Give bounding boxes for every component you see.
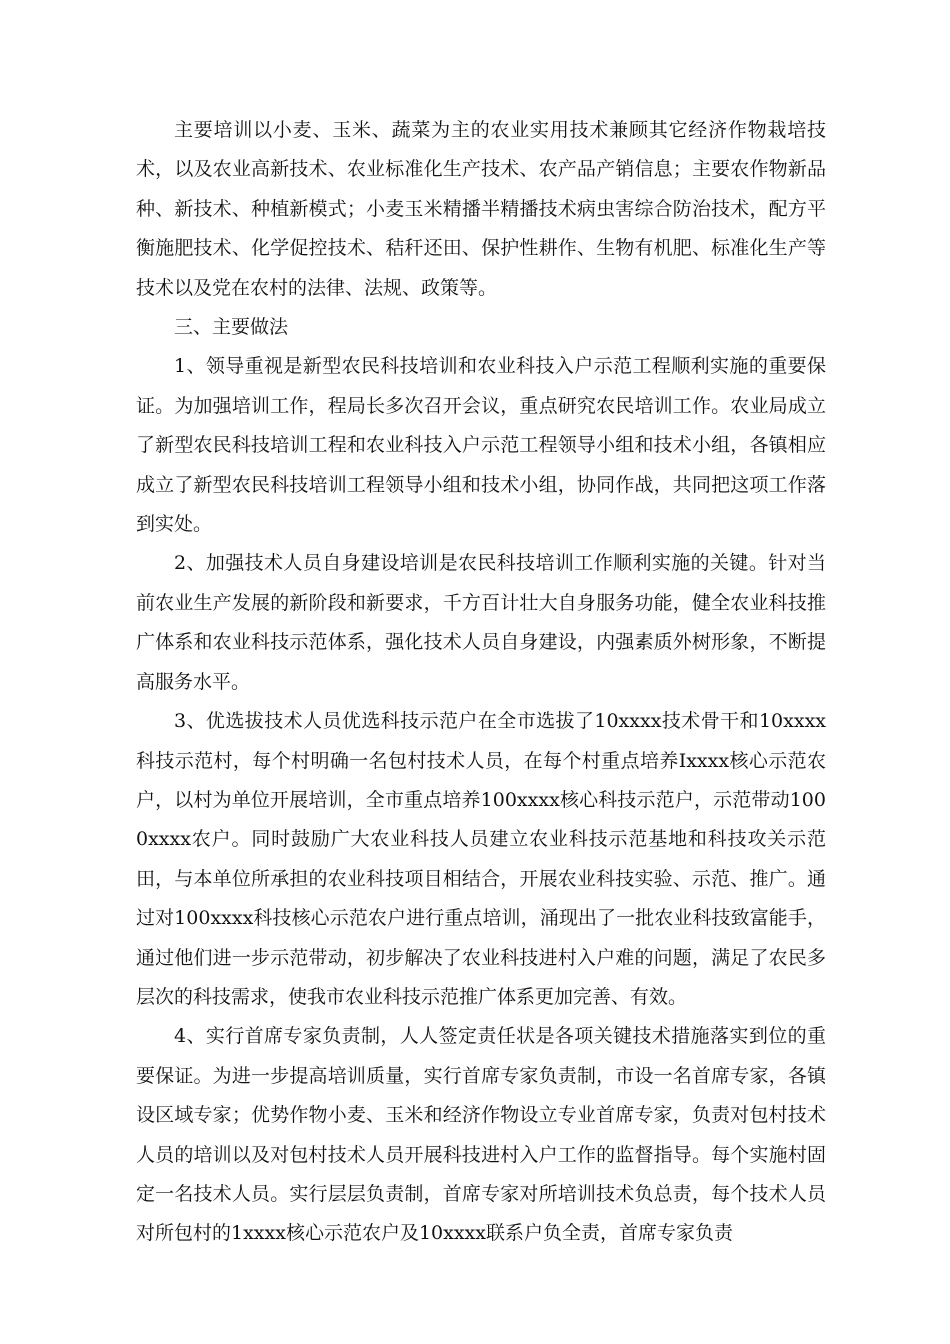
paragraph-training-content: 主要培训以小麦、玉米、蔬菜为主的农业实用技术兼顾其它经济作物栽培技术，以及农业高新技术、农业标准化生产技术、农产品产销信息；主要农作物新品种、新技术、种植新模式；小麦玉米精播半精播技术病虫害综合防治技术，配方平衡施肥技术、化学促控技术、秸秆还田、保护性耕作、生物有机肥、标准化生产等技术以及党在农村的法律、法规、政策等。 [136, 119, 826, 299]
document-body [136, 111, 826, 1254]
paragraph-item-2: 2、加强技术人员自身建设培训是农民科技培训工作顺利实施的关键。针对当前农业生产发展的新阶段和新要求，千方百计壮大自身服务功能，健全农业科技推广体系和农业科技示范体系，强化技术人员自身建设，内强素质外树形象，不断提高服务水平。 [136, 552, 826, 693]
paragraph-item-3: 3、优选拔技术人员优选科技示范户在全市选拔了10xxxx技术骨干和10xxxx科技示范村，每个村明确一名包村技术人员，在每个村重点培养Ixxxx核心示范农户，以村为单位开展培训，全市重点培养100xxxx核心科技示范户，示范带动1000xxxx农户。同时鼓励广大农业科技人员建立农业科技示范基地和科技攻关示范田，与本单位所承担的农业科技项目相结合，开展农业科技实验、示范、推广。通过对100xxxx科技核心示范农户进行重点培训，涌现出了一批农业科技致富能手，通过他们进一步示范带动，初步解决了农业科技进村入户难的问题，满足了农民多层次的科技需求，使我市农业科技示范推广体系更加完善、有效。 [136, 710, 826, 1008]
paragraph-item-1: 1、领导重视是新型农民科技培训和农业科技入户示范工程顺利实施的重要保证。为加强培训工作，程局长多次召开会议，重点研究农民培训工作。农业局成立了新型农民科技培训工程和农业科技入户示范工程领导小组和技术小组，各镇相应成立了新型农民科技培训工程领导小组和技术小组，协同作战，共同把这项工作落到实处。 [136, 355, 826, 536]
section-heading-main-practices: 三、主要做法 [174, 316, 289, 339]
paragraph-item-4: 4、实行首席专家负责制，人人签定责任状是各项关键技术措施落实到位的重要保证。为进一步提高培训质量，实行首席专家负责制，市设一名首席专家，各镇设区域专家；优势作物小麦、玉米和经济作物设立专业首席专家，负责对包村技术人员的培训以及对包村技术人员开展科技进村入户工作的监督指导。每个实施村固定一名技术人员。实行层层负责制，首席专家对所培训技术负总责，每个技术人员对所包村的1xxxx核心示范农户及10xxxx联系户负全责，首席专家负责 [136, 1025, 826, 1245]
